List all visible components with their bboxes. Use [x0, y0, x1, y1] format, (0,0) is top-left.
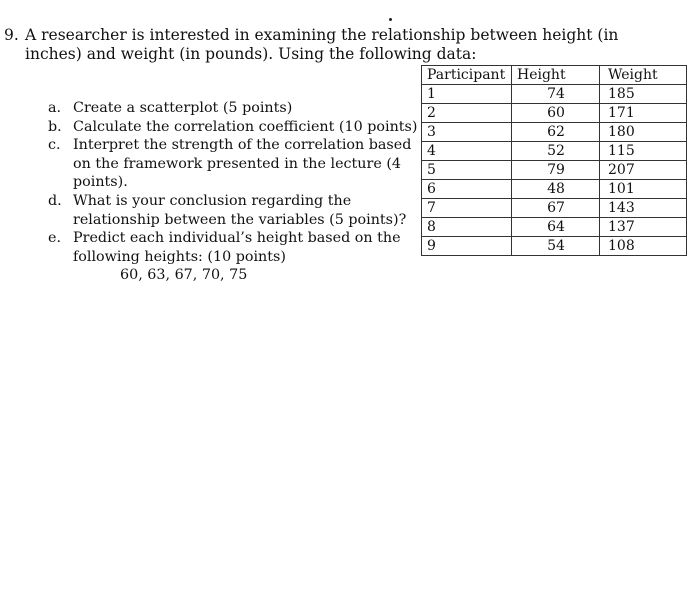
header-weight: Weight — [600, 66, 687, 85]
cell-height: 60 — [512, 104, 600, 123]
stray-dot-mark — [389, 18, 392, 21]
item-letter: d. — [48, 192, 62, 209]
header-participant: Participant — [422, 66, 512, 85]
cell-participant: 2 — [422, 104, 512, 123]
item-letter: e. — [48, 230, 62, 247]
cell-height: 74 — [512, 85, 600, 104]
item-text: Interpret the strength of the correlation based on the framework presented in the lecture (4 points). — [73, 137, 412, 191]
list-item — [48, 99, 418, 118]
item-letter: a. — [48, 100, 62, 116]
table-row — [422, 142, 687, 161]
table-row — [422, 199, 687, 218]
cell-weight: 143 — [600, 199, 687, 218]
table-row — [422, 85, 687, 104]
cell-weight: 171 — [600, 104, 687, 123]
question-items-list — [48, 99, 418, 285]
table-row — [422, 161, 687, 180]
table-row — [422, 237, 687, 256]
question-block — [4, 26, 684, 64]
table-header-row — [422, 66, 687, 85]
list-item — [48, 136, 418, 192]
table-row — [422, 123, 687, 142]
cell-height: 79 — [512, 161, 600, 180]
question-text: A researcher is interested in examining the relationship between height (in inches) and weight (in pounds). Using the following data: — [25, 26, 619, 63]
cell-height: 64 — [512, 218, 600, 237]
cell-weight: 180 — [600, 123, 687, 142]
cell-participant: 4 — [422, 142, 512, 161]
data-table — [421, 65, 687, 256]
list-item — [48, 118, 418, 137]
cell-participant: 5 — [422, 161, 512, 180]
table-row — [422, 180, 687, 199]
cell-participant: 8 — [422, 218, 512, 237]
cell-participant: 3 — [422, 123, 512, 142]
header-height: Height — [512, 66, 600, 85]
cell-participant: 7 — [422, 199, 512, 218]
cell-participant: 9 — [422, 237, 512, 256]
cell-height: 54 — [512, 237, 600, 256]
cell-participant: 1 — [422, 85, 512, 104]
heights-list: 60, 63, 67, 70, 75 — [120, 267, 248, 284]
cell-participant: 6 — [422, 180, 512, 199]
item-text: Predict each individual’s height based on the following heights: (10 points) — [73, 230, 401, 265]
cell-weight: 207 — [600, 161, 687, 180]
cell-height: 52 — [512, 142, 600, 161]
table-row — [422, 104, 687, 123]
cell-weight: 101 — [600, 180, 687, 199]
item-text: What is your conclusion regarding the relationship between the variables (5 points)? — [73, 192, 407, 228]
cell-weight: 108 — [600, 237, 687, 256]
cell-weight: 115 — [600, 142, 687, 161]
list-item — [48, 229, 418, 266]
item-text: Calculate the correlation coefficient (10 points) — [73, 118, 418, 135]
list-item — [48, 192, 418, 229]
cell-height: 62 — [512, 123, 600, 142]
item-text: Create a scatterplot (5 points) — [73, 100, 293, 116]
item-letter: c. — [48, 137, 61, 154]
cell-height: 67 — [512, 199, 600, 218]
cell-weight: 185 — [600, 85, 687, 104]
question-number: 9. — [4, 26, 19, 44]
cell-weight: 137 — [600, 218, 687, 237]
cell-height: 48 — [512, 180, 600, 199]
item-letter: b. — [48, 118, 62, 135]
table-row — [422, 218, 687, 237]
